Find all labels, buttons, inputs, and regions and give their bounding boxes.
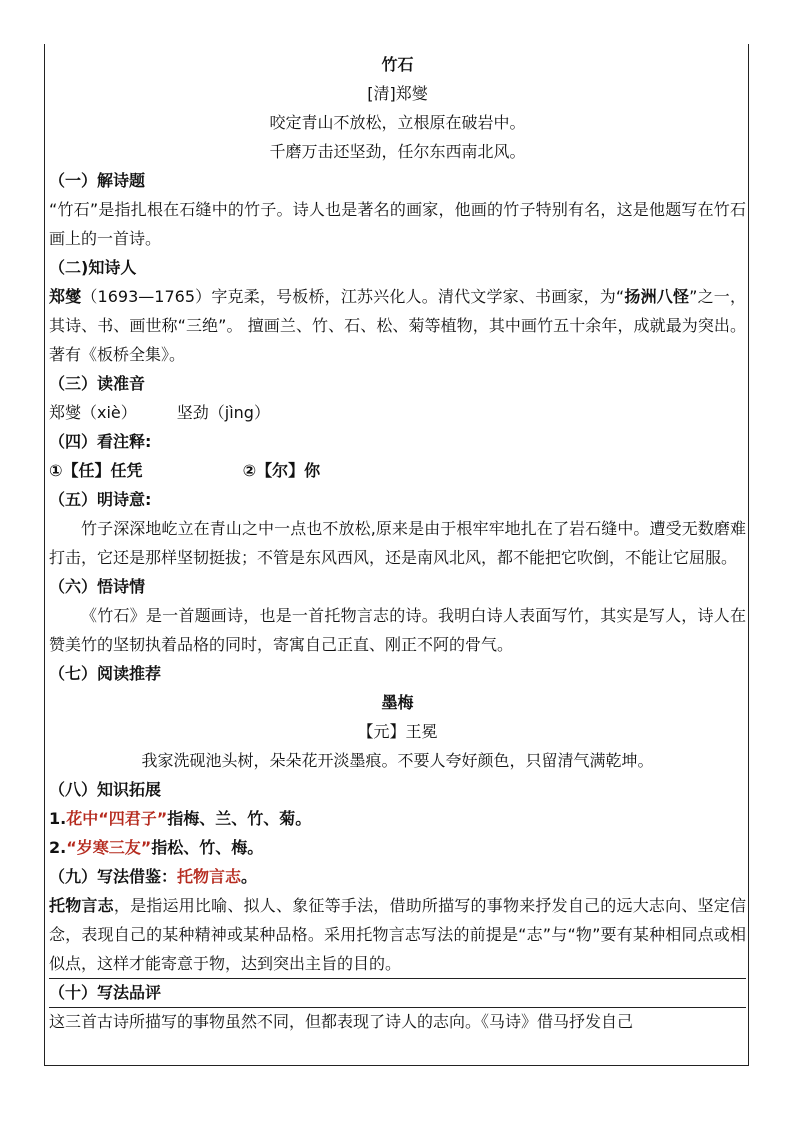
pronunciation-item-1: 郑燮（xiè） [49,403,137,422]
notes-row [49,456,746,485]
section3-heading: （三）读准音 [49,374,146,393]
poet-bio-b: ”之一，其诗、书、画世称“三绝”。 擅画兰、竹、石、松、菊等植物，其中画竹五十余年，成就最为突出。著有《板桥全集》。 [49,287,746,364]
knowledge-item-2 [49,833,746,862]
technique-definition: ，是指运用比喻、拟人、象征等手法，借助所描写的事物来抒发自己的远大志向、坚定信念，表现自己的某种精神或某种品格。采用托物言志写法的前提是“志”与“物”要有某种相同点或相似点，这样才能寄意于物，达到突出主旨的目的。 [49,896,746,973]
section6-heading: （六）悟诗情 [49,577,146,596]
section9-heading [49,862,746,891]
section4-heading: （四）看注释: [49,432,152,451]
item-text: 指松、竹、梅。 [151,838,264,857]
section2-text [49,282,746,369]
poem2-text: 我家洗砚池头树，朵朵花开淡墨痕。不要人夸好颜色，只留清气满乾坤。 [141,751,654,770]
section5-heading: （五）明诗意: [49,490,152,509]
section9-heading-term: 托物言志 [177,867,242,886]
item-number: 2. [49,838,67,857]
poet-name: 郑燮 [49,287,82,306]
item-number: 1. [49,809,67,828]
section7-heading: （七）阅读推荐 [49,664,162,683]
item-text: 指梅、兰、竹、菊。 [167,809,312,828]
note-2: ②【尔】你 [242,461,321,480]
four-gentlemen-term: 花中“四君子” [66,809,168,828]
poem1-title: 竹石 [381,55,414,74]
poem2-author: 【元】王冕 [357,722,438,741]
technique-term: 托物言志 [49,896,114,915]
section9-text [49,891,746,978]
pronunciation-row [49,398,746,427]
section10-top-rule [49,978,746,979]
poem1-line-2: 千磨万击还坚劲，任尔东西南北风。 [269,142,526,161]
section10-block [49,978,746,1036]
section8-heading: （八）知识拓展 [49,780,162,799]
section1-text: “竹石”是指扎根在石缝中的竹子。诗人也是著名的画家，他画的竹子特别有名，这是他题写在竹石画上的一首诗。 [49,200,746,248]
section6-text: 《竹石》是一首题画诗，也是一首托物言志的诗。我明白诗人表面写竹，其实是写人，诗人在赞美竹的坚韧执着品格的同时，寄寓自己正直、刚正不阿的骨气。 [49,606,746,654]
section10-text: 这三首古诗所描写的事物虽然不同，但都表现了诗人的志向。《马诗》借马抒发自己 [49,1012,634,1031]
section9-heading-end: 。 [241,867,258,886]
poet-group-term: 扬洲八怪 [624,287,690,306]
document-content [49,50,746,1036]
poem1-line-1: 咬定青山不放松，立根原在破岩中。 [269,113,526,132]
poem1-author: [清]郑燮 [367,84,428,103]
section9-heading-text: （九）写法借鉴： [49,867,178,886]
section2-heading: （二)知诗人 [49,258,137,277]
pronunciation-item-2: 坚劲（jìng） [176,403,270,422]
section1-heading: （一）解诗题 [49,171,146,190]
three-friends-term: “岁寒三友” [66,838,152,857]
section10-heading: （十）写法品评 [49,983,162,1002]
poet-bio-a: （1693—1765）字克柔，号板桥，江苏兴化人。清代文学家、书画家，为“ [81,287,625,306]
knowledge-item-1 [49,804,746,833]
document-page [44,44,749,1066]
note-1: ①【任】任凭 [49,461,143,480]
section5-text: 竹子深深地屹立在青山之中一点也不放松,原来是由于根牢牢地扎在了岩石缝中。遭受无数磨难打击，它还是那样坚韧挺拔；不管是东风西风，还是南风北风，都不能把它吹倒，不能让它屈服。 [49,519,746,567]
poem2-title: 墨梅 [381,693,414,712]
section10-mid-rule [49,1007,746,1008]
